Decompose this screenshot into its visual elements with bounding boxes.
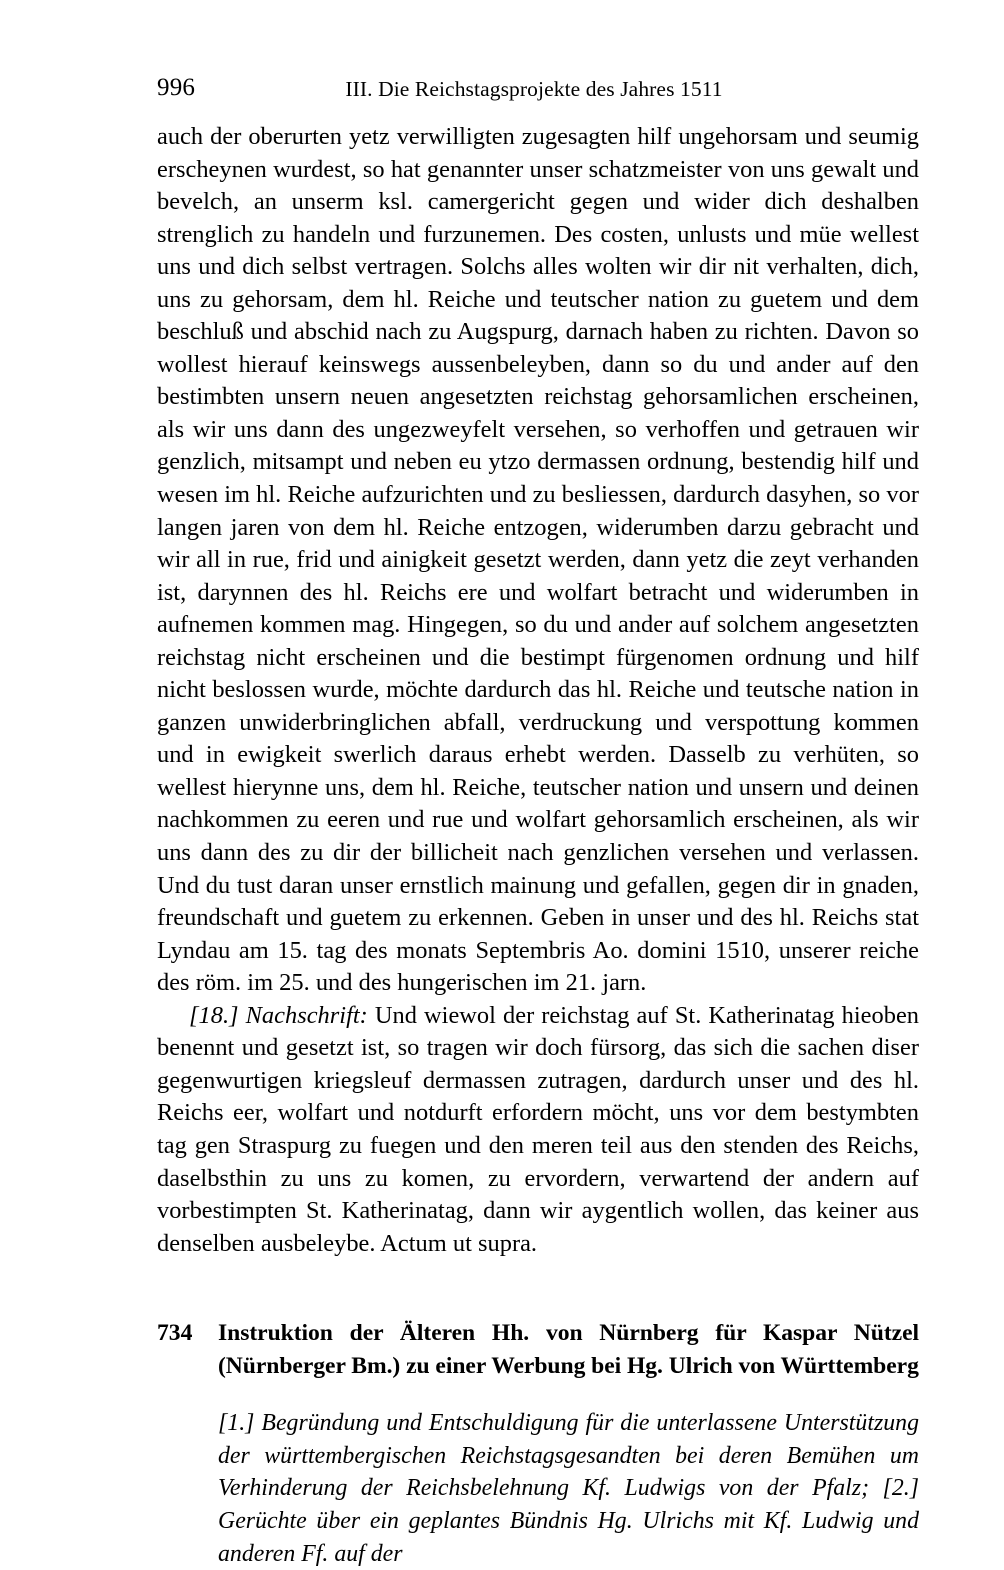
nachschrift-label: [18.] Nachschrift: <box>189 1001 368 1029</box>
section-abstract: [1.] Begründung und Entschuldigung für die unterlassene Unterstützung der württembergischen Reichstagsgesandten bei deren Bemühen um Verhinderung der Reichsbelehnung Kf. Ludwigs von der Pfalz; [2.] Gerüchte über ein geplantes Bündnis Hg. Ulrichs mit Kf. Ludwig und anderen Ff. auf der <box>218 1410 919 1567</box>
page-number: 996 <box>157 74 196 101</box>
running-head-title: III. Die Reichstagsprojekte des Jahres 1511 <box>345 77 723 101</box>
nachschrift-text: Und wiewol der reichstag auf St. Katherinatag hieoben benennt und gesetzt ist, so tragen wir doch fürsorg, das sich die sachen diser gegenwurtigen kriegsleuf dermassen zutragen, dardurch unser und des hl. Reichs eer, wolfart und notdurft erfordern möcht, uns vor dem bestymbten tag gen Straspurg zu fuegen und den meren teil aus den stenden des Reichs, daselbsthin zu uns zu komen, zu ervordern, verwartend der andern auf vorbestimpten St. Katherinatag, dann wir aygentlich wollen, das keiner aus denselben ausbeleybe. Actum ut supra. <box>157 1001 920 1257</box>
body-paragraph-2 <box>157 1000 919 1260</box>
section-title: Instruktion der Älteren Hh. von Nürnberg für Kaspar Nützel (Nürnberger Bm.) zu einer Werbung bei Hg. Ulrich von Württemberg <box>218 1320 919 1379</box>
section-heading <box>157 1317 919 1382</box>
section-number: 734 <box>157 1320 193 1347</box>
body-paragraph-1: auch der oberurten yetz verwilligten zugesagten hilf ungehorsam und seumig erscheynen wurdest, so hat genannter unser schatzmeister von uns gewalt und bevelch, an unserm ksl. camergericht gegen und wider dich deshalben strenglich zu handeln und furzunemen. Des costen, unlusts und müe wellest uns und dich selbst vertragen. Solchs alles wolten wir dir nit verhalten, dich, uns zu gehorsam, dem hl. Reiche und teutscher nation zu guetem und dem beschluß und abschid nach zu Augspurg, darnach haben zu richten. Davon so wollest hierauf keinswegs aussenbeleyben, dann so du und ander auf den bestimbten unsern neuen angesetzten reichstag gehorsamlichen erscheinen, als wir uns dann des ungezweyfelt versehen, so verhoffen und getrauen wir genzlich, mitsampt und neben eu ytzo dermassen ordnung, bestendig hilf und wesen im hl. Reiche aufzurichten und zu besliessen, dardurch dasyhen, so vor langen jaren von dem hl. Reiche entzogen, widerumben darzu gebracht und wir all in rue, frid und ainigkeit gesetzt werden, dann yetz die zeyt verhanden ist, darynnen des hl. Reichs ere und wolfart betracht und widerumben in aufnemen kommen mag. Hingegen, so du und ander auf solchem angesetzten reichstag nicht erscheinen und die bestimpt fürgenomen ordnung und hilf nicht beslossen wurde, möchte dardurch das hl. Reiche und teutsche nation in ganzen unwiderbringlichen abfall, verdruckung und verspottung kommen und in ewigkeit swerlich daraus erhebt werden. Dasselb zu verhüten, so wellest hierynne uns, dem hl. Reiche, teutscher nation und unsern und deinen nachkommen zu eeren und rue und wolfart gehorsamlich erscheinen, als wir uns dann des zu dir der billicheit nach genzlichen versehen und verlassen. Und du tust daran unser ernstlich mainung und gefallen, gegen dir in gnaden, freundschaft und guetem zu erkennen. Geben in unser und des hl. Reichs stat Lyndau am 15. tag des monats Septembris Ao. domini 1510, unserer reiche des röm. im 25. und des hungerischen im 21. jarn. <box>157 123 919 997</box>
running-head <box>157 72 919 112</box>
page-content <box>157 72 919 1570</box>
